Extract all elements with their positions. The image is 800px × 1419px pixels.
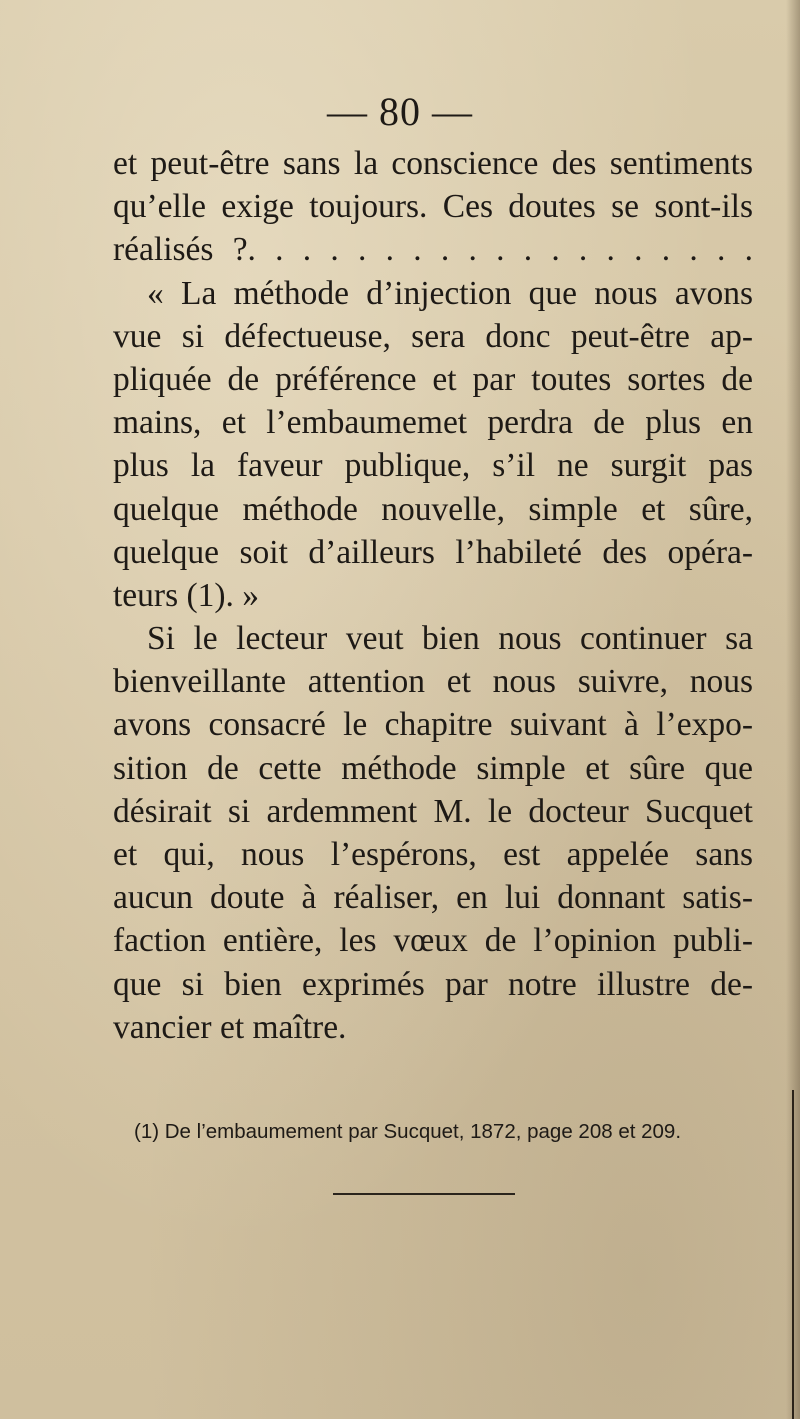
text-line: teurs (1). » xyxy=(113,576,260,614)
text-line: que si bien exprimés par notre illustre de- xyxy=(113,965,753,1003)
text-line: Si le lecteur veut bien nous continuer sa xyxy=(147,620,753,658)
text-line: faction entière, les vœux de l’opinion publi- xyxy=(113,922,753,960)
text-line: vue si défectueuse, sera donc peut-être ap- xyxy=(113,317,753,355)
text-line: bienveillante attention et nous suivre, nous xyxy=(113,663,753,701)
end-rule xyxy=(333,1193,515,1195)
text-line: et qui, nous l’espérons, est appelée sans xyxy=(113,836,753,873)
text-line: avons consacré le chapitre suivant à l’expo- xyxy=(113,706,753,744)
text-line: aucun doute à réaliser, en lui donnant satis- xyxy=(113,879,753,917)
text-line: quelque soit d’ailleurs l’habileté des opéra- xyxy=(113,533,753,571)
text-line: pliquée de préférence et par toutes sortes de xyxy=(113,360,753,398)
text-line: quelque méthode nouvelle, simple et sûre, xyxy=(113,490,753,528)
text-line: « La méthode d’injection que nous avons xyxy=(147,274,753,312)
text-line: plus la faveur publique, s’il ne surgit pas xyxy=(113,447,753,485)
page-edge-line xyxy=(792,1090,794,1419)
body-text xyxy=(113,142,753,1049)
text-line: désirait si ardemment M. le docteur Sucquet xyxy=(113,792,753,830)
footnote: (1) De l’embaumement par Sucquet, 1872, page 208 et 209. xyxy=(134,1120,682,1143)
text-line: réalisés ?. . . . . . . . . . . . . . . . . . . xyxy=(113,231,753,269)
page-number: — 80 — xyxy=(327,89,473,134)
text-line: et peut-être sans la conscience des sentiments xyxy=(113,145,753,182)
text-line: sition de cette méthode simple et sûre que xyxy=(113,749,753,787)
text-line: qu’elle exige toujours. Ces doutes se sont-ils xyxy=(113,188,753,226)
text-line: mains, et l’embaumemet perdra de plus en xyxy=(113,404,753,442)
text-line: vancier et maître. xyxy=(113,1008,347,1046)
